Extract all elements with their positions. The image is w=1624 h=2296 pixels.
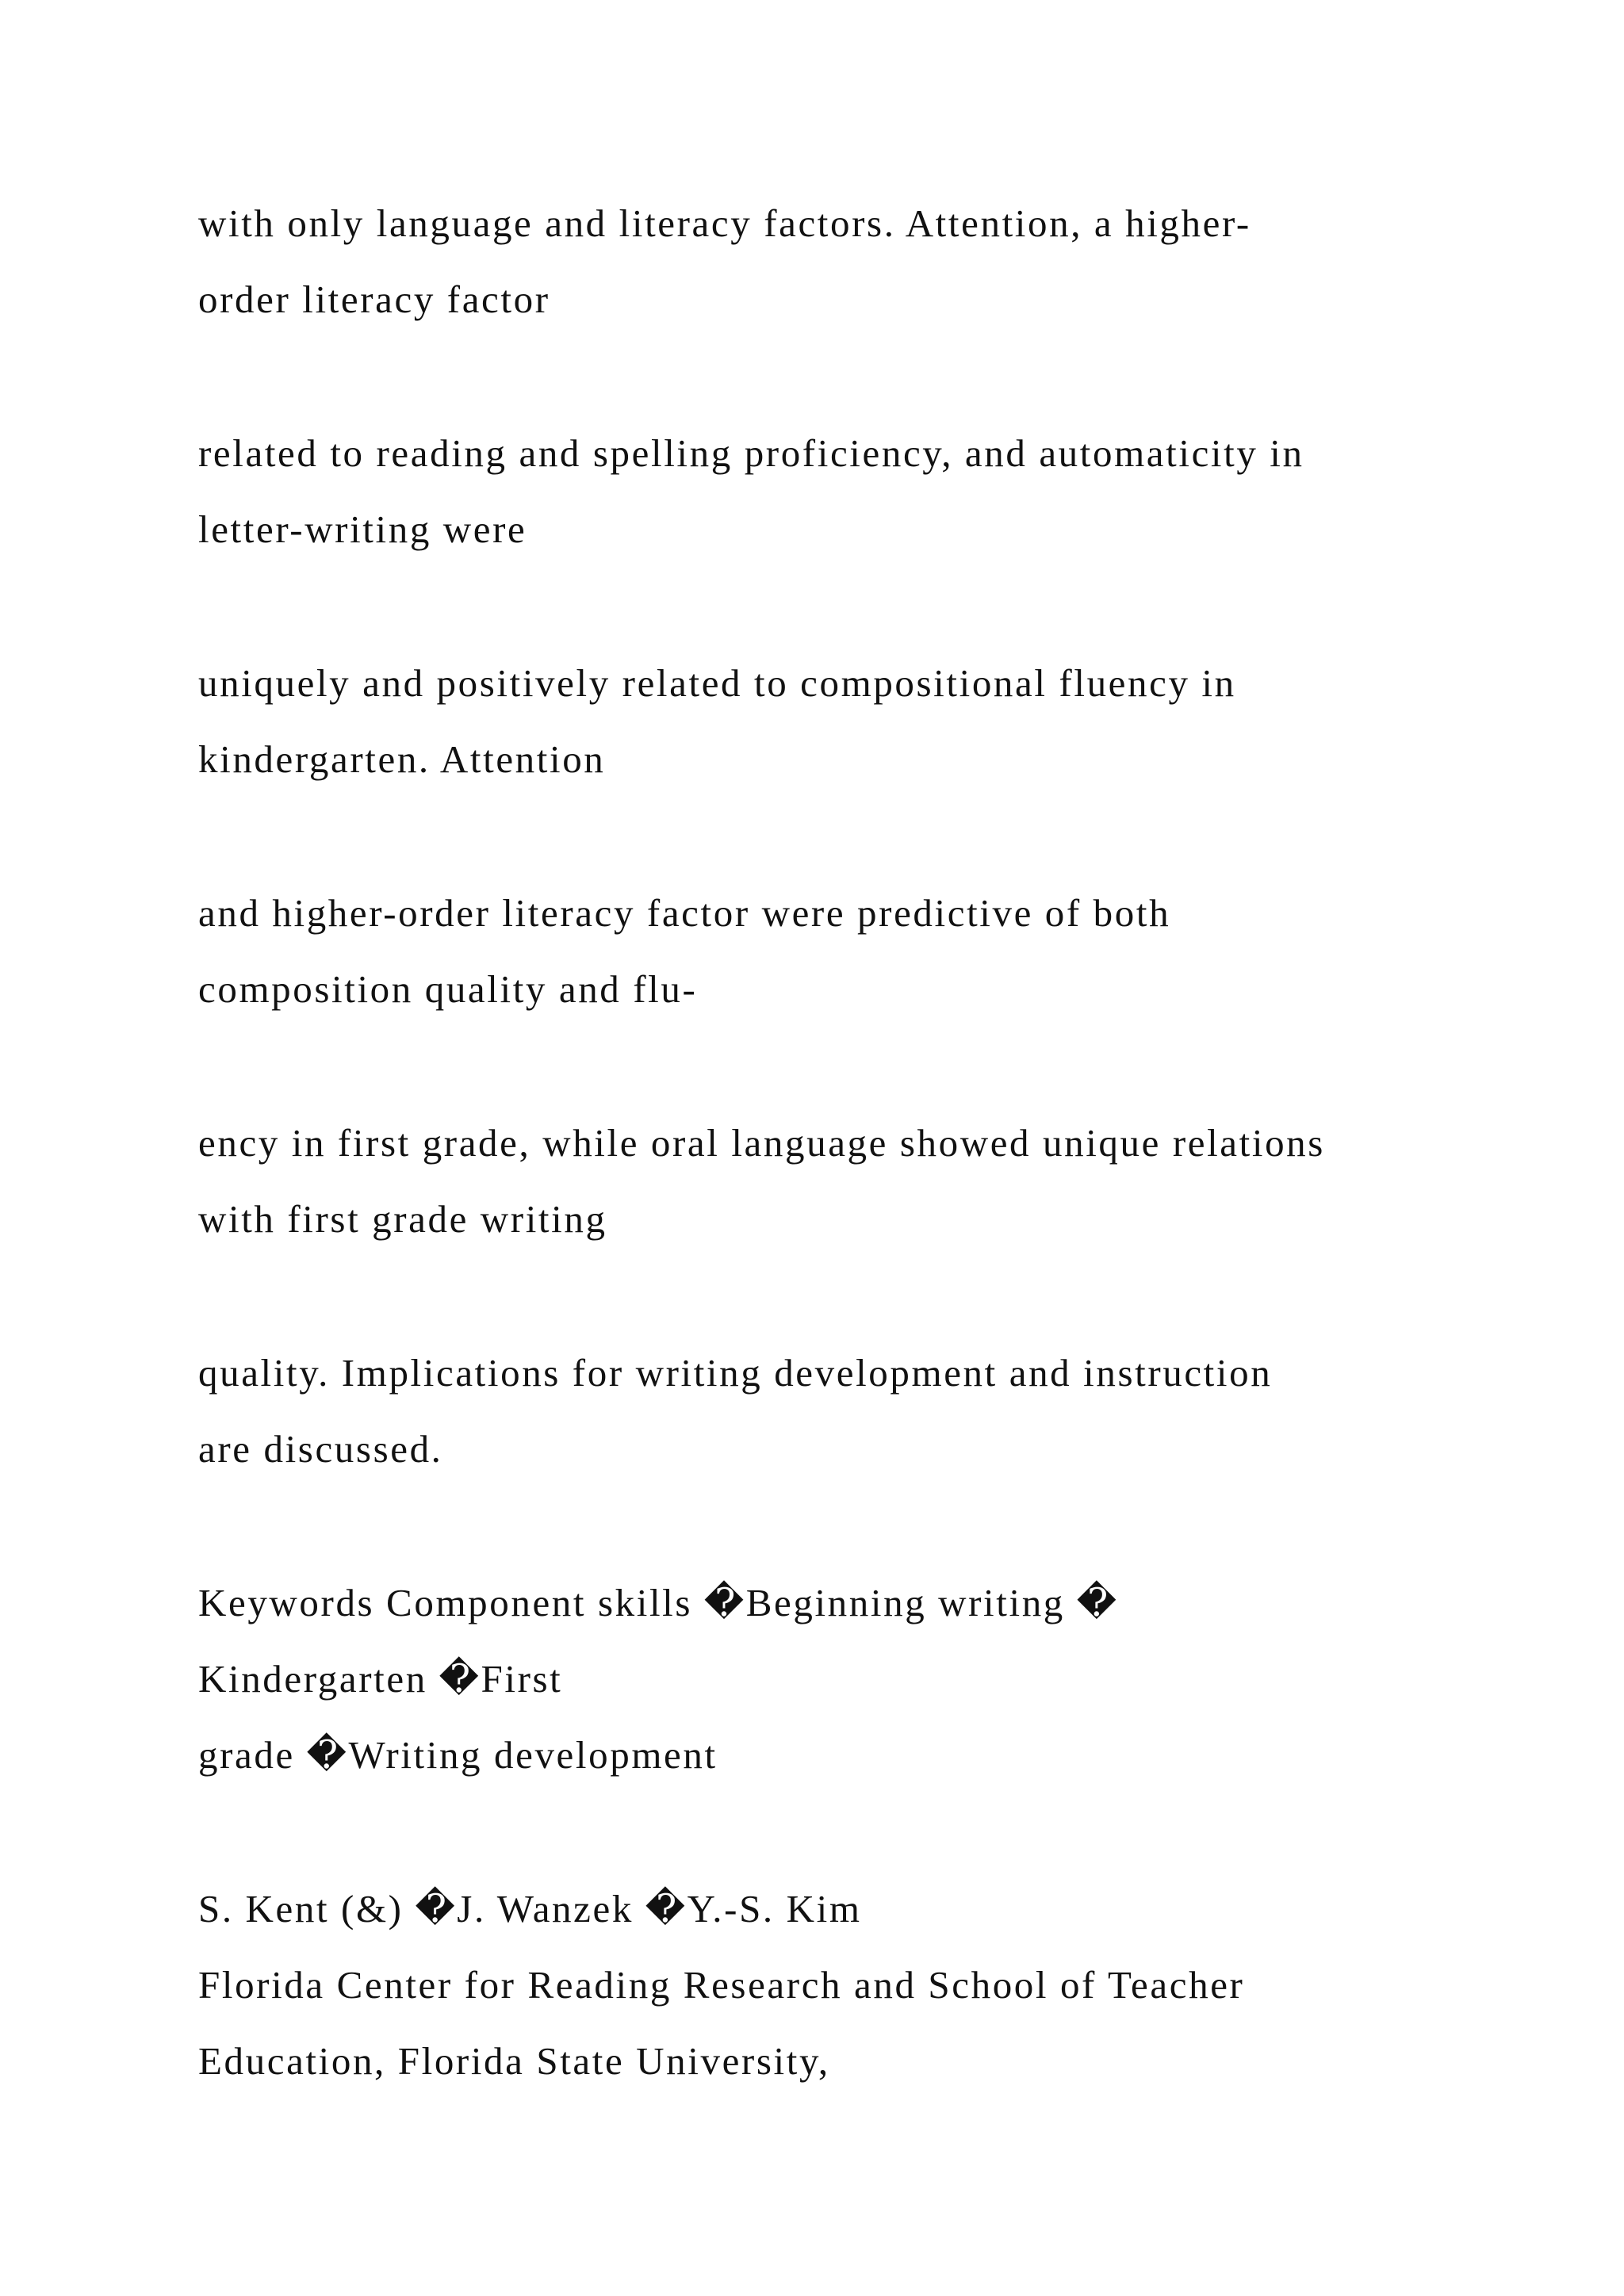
text-line: quality. Implications for writing development and instruction bbox=[198, 1351, 1273, 1395]
author-affiliation-paragraph bbox=[198, 1871, 1499, 2099]
text-line: with only language and literacy factors. Attention, a higher- bbox=[198, 201, 1251, 245]
text-line: and higher-order literacy factor were predictive of both bbox=[198, 891, 1171, 935]
text-line: ency in first grade, while oral language showed unique relations bbox=[198, 1121, 1325, 1165]
text-line: grade �Writing development bbox=[198, 1733, 718, 1777]
abstract-paragraph-3 bbox=[198, 645, 1499, 798]
text-line: Keywords Component skills �Beginning writing � bbox=[198, 1581, 1119, 1624]
text-line: Kindergarten �First bbox=[198, 1657, 563, 1701]
text-line: are discussed. bbox=[198, 1427, 443, 1471]
abstract-paragraph-6 bbox=[198, 1335, 1499, 1487]
abstract-paragraph-1 bbox=[198, 186, 1499, 338]
text-line: with first grade writing bbox=[198, 1197, 607, 1241]
abstract-paragraph-2 bbox=[198, 415, 1499, 568]
text-line: related to reading and spelling proficiency, and automaticity in bbox=[198, 431, 1304, 475]
text-line: uniquely and positively related to compositional fluency in bbox=[198, 661, 1236, 705]
text-line: order literacy factor bbox=[198, 277, 550, 321]
text-line: Florida Center for Reading Research and School of Teacher bbox=[198, 1963, 1245, 2007]
text-line: letter-writing were bbox=[198, 507, 527, 551]
text-line: kindergarten. Attention bbox=[198, 737, 606, 781]
keywords-paragraph bbox=[198, 1565, 1499, 1793]
text-line: S. Kent (&) �J. Wanzek �Y.-S. Kim bbox=[198, 1887, 862, 1931]
abstract-paragraph-5 bbox=[198, 1105, 1499, 1257]
abstract-paragraph-4 bbox=[198, 875, 1499, 1027]
text-line: composition quality and flu- bbox=[198, 967, 698, 1011]
text-line: Education, Florida State University, bbox=[198, 2039, 830, 2083]
